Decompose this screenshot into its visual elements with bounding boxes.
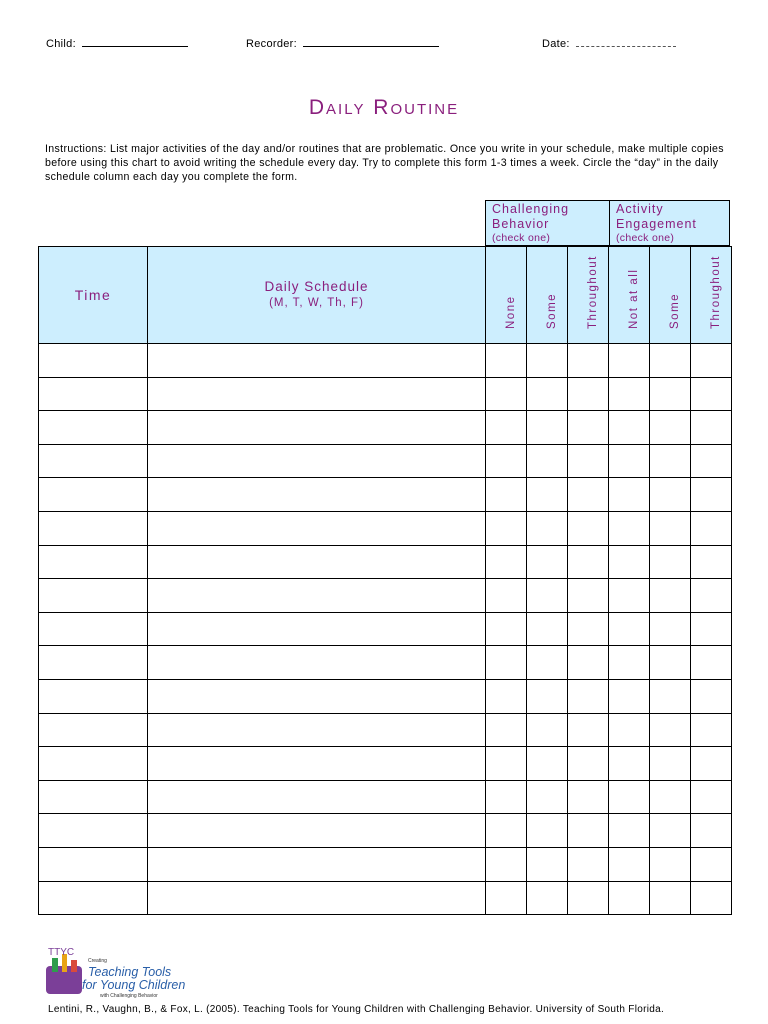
not-at-all-cell[interactable] — [609, 780, 650, 814]
none-cell[interactable] — [486, 545, 527, 579]
some-behavior-cell[interactable] — [527, 881, 568, 915]
some-behavior-cell[interactable] — [527, 411, 568, 445]
some-engagement-cell[interactable] — [650, 411, 691, 445]
some-behavior-cell[interactable] — [527, 747, 568, 781]
throughout-engagement-cell[interactable] — [691, 377, 732, 411]
col-some-behavior — [527, 247, 568, 344]
some-behavior-cell[interactable] — [527, 511, 568, 545]
not-at-all-cell[interactable] — [609, 747, 650, 781]
some-behavior-cell[interactable] — [527, 713, 568, 747]
some-behavior-cell[interactable] — [527, 646, 568, 680]
date-label: Date: — [542, 38, 570, 50]
time-cell[interactable] — [39, 713, 148, 747]
table-row — [39, 579, 732, 613]
ttyc-logo — [42, 944, 232, 1004]
time-cell[interactable] — [39, 545, 148, 579]
none-cell[interactable] — [486, 478, 527, 512]
not-at-all-cell[interactable] — [609, 646, 650, 680]
schedule-cell[interactable] — [148, 377, 486, 411]
table-row — [39, 679, 732, 713]
engagement-title-line1: Activity — [616, 202, 664, 216]
throughout-engagement-cell[interactable] — [691, 881, 732, 915]
none-cell[interactable] — [486, 511, 527, 545]
none-cell[interactable] — [486, 444, 527, 478]
some-engagement-cell[interactable] — [650, 478, 691, 512]
page-title: Daily Routine — [308, 96, 460, 119]
none-cell[interactable] — [486, 847, 527, 881]
throughout-behavior-cell[interactable] — [568, 579, 609, 613]
col-not-at-all-label: Not at all — [628, 268, 640, 329]
none-cell[interactable] — [486, 377, 527, 411]
not-at-all-cell[interactable] — [609, 579, 650, 613]
time-cell[interactable] — [39, 444, 148, 478]
schedule-cell[interactable] — [148, 478, 486, 512]
table-row — [39, 713, 732, 747]
schedule-cell[interactable] — [148, 646, 486, 680]
time-cell[interactable] — [39, 511, 148, 545]
throughout-engagement-cell[interactable] — [691, 847, 732, 881]
challenging-behavior-group-header — [485, 200, 610, 246]
logo-line1: Teaching Tools — [88, 965, 172, 979]
some-behavior-cell[interactable] — [527, 545, 568, 579]
citation-footer: Lentini, R., Vaughn, B., & Fox, L. (2005). Teaching Tools for Young Children with Challenging Behavior. University of South Florida. — [48, 1004, 665, 1015]
throughout-engagement-cell[interactable] — [691, 646, 732, 680]
throughout-engagement-cell[interactable] — [691, 478, 732, 512]
none-cell[interactable] — [486, 814, 527, 848]
throughout-behavior-cell[interactable] — [568, 511, 609, 545]
throughout-behavior-cell[interactable] — [568, 478, 609, 512]
date-input-line[interactable] — [576, 36, 676, 47]
some-engagement-cell[interactable] — [650, 679, 691, 713]
time-cell[interactable] — [39, 646, 148, 680]
schedule-cell[interactable] — [148, 444, 486, 478]
time-cell[interactable] — [39, 881, 148, 915]
throughout-engagement-cell[interactable] — [691, 814, 732, 848]
daily-routine-table — [38, 246, 732, 915]
none-cell[interactable] — [486, 780, 527, 814]
table-header-row — [39, 247, 732, 344]
table-body — [39, 344, 732, 915]
some-engagement-cell[interactable] — [650, 881, 691, 915]
recorder-field — [246, 36, 439, 50]
date-field — [542, 36, 676, 50]
col-some-engagement — [650, 247, 691, 344]
throughout-engagement-cell[interactable] — [691, 411, 732, 445]
throughout-behavior-cell[interactable] — [568, 747, 609, 781]
not-at-all-cell[interactable] — [609, 612, 650, 646]
col-some-engagement-label: Some — [669, 292, 681, 329]
not-at-all-cell[interactable] — [609, 377, 650, 411]
some-engagement-cell[interactable] — [650, 444, 691, 478]
col-throughout-engagement-label: Throughout — [710, 255, 722, 329]
col-throughout-behavior-label: Throughout — [587, 255, 599, 329]
some-behavior-cell[interactable] — [527, 579, 568, 613]
not-at-all-cell[interactable] — [609, 679, 650, 713]
time-cell[interactable] — [39, 411, 148, 445]
throughout-behavior-cell[interactable] — [568, 646, 609, 680]
table-row — [39, 780, 732, 814]
throughout-behavior-cell[interactable] — [568, 344, 609, 378]
some-engagement-cell[interactable] — [650, 747, 691, 781]
child-label: Child: — [46, 38, 76, 50]
col-throughout-engagement — [691, 247, 732, 344]
col-not-at-all — [609, 247, 650, 344]
activity-engagement-group-header — [609, 200, 730, 246]
throughout-behavior-cell[interactable] — [568, 612, 609, 646]
child-input-line[interactable] — [82, 36, 188, 47]
table-row — [39, 511, 732, 545]
throughout-behavior-cell[interactable] — [568, 444, 609, 478]
child-field — [46, 36, 188, 50]
none-cell[interactable] — [486, 612, 527, 646]
some-engagement-cell[interactable] — [650, 847, 691, 881]
instructions-text: Instructions: List major activities of the day and/or routines that are problematic. Once you write in your schedule, make multiple copies before using this chart to avoid writing the schedule every day. Try to complete this form 1-3 times a week. Circle the “day” in the daily schedule column each day you complete the form. — [45, 143, 724, 183]
logo-small-bottom: with Challenging Behavior — [100, 993, 158, 999]
some-behavior-cell[interactable] — [527, 612, 568, 646]
not-at-all-cell[interactable] — [609, 814, 650, 848]
recorder-label: Recorder: — [246, 38, 297, 50]
engagement-title-line2: Engagement — [616, 217, 697, 231]
some-behavior-cell[interactable] — [527, 444, 568, 478]
none-cell[interactable] — [486, 679, 527, 713]
throughout-behavior-cell[interactable] — [568, 377, 609, 411]
schedule-cell[interactable] — [148, 747, 486, 781]
throughout-behavior-cell[interactable] — [568, 679, 609, 713]
table-row — [39, 545, 732, 579]
schedule-cell[interactable] — [148, 612, 486, 646]
throughout-engagement-cell[interactable] — [691, 747, 732, 781]
none-cell[interactable] — [486, 747, 527, 781]
throughout-engagement-cell[interactable] — [691, 579, 732, 613]
table-row — [39, 646, 732, 680]
logo-small-top: Creating — [88, 958, 107, 964]
throughout-engagement-cell[interactable] — [691, 713, 732, 747]
some-engagement-cell[interactable] — [650, 780, 691, 814]
schedule-cell[interactable] — [148, 411, 486, 445]
throughout-behavior-cell[interactable] — [568, 780, 609, 814]
time-cell[interactable] — [39, 579, 148, 613]
schedule-cell[interactable] — [148, 713, 486, 747]
throughout-engagement-cell[interactable] — [691, 344, 732, 378]
table-row — [39, 747, 732, 781]
table-row — [39, 847, 732, 881]
logo-badge: TTYC — [48, 947, 75, 958]
throughout-engagement-cell[interactable] — [691, 612, 732, 646]
schedule-cell[interactable] — [148, 881, 486, 915]
table-row — [39, 344, 732, 378]
recorder-input-line[interactable] — [303, 36, 439, 47]
table-row — [39, 814, 732, 848]
not-at-all-cell[interactable] — [609, 411, 650, 445]
schedule-cell[interactable] — [148, 511, 486, 545]
schedule-cell[interactable] — [148, 780, 486, 814]
time-cell[interactable] — [39, 747, 148, 781]
some-behavior-cell[interactable] — [527, 478, 568, 512]
none-cell[interactable] — [486, 713, 527, 747]
throughout-behavior-cell[interactable] — [568, 545, 609, 579]
not-at-all-cell[interactable] — [609, 478, 650, 512]
some-behavior-cell[interactable] — [527, 377, 568, 411]
schedule-cell[interactable] — [148, 814, 486, 848]
schedule-header-days: (M, T, W, Th, F) — [269, 297, 364, 309]
some-engagement-cell[interactable] — [650, 377, 691, 411]
not-at-all-cell[interactable] — [609, 511, 650, 545]
time-cell[interactable] — [39, 377, 148, 411]
col-none — [486, 247, 527, 344]
not-at-all-cell[interactable] — [609, 344, 650, 378]
some-behavior-cell[interactable] — [527, 847, 568, 881]
some-engagement-cell[interactable] — [650, 579, 691, 613]
throughout-behavior-cell[interactable] — [568, 411, 609, 445]
throughout-engagement-cell[interactable] — [691, 780, 732, 814]
some-behavior-cell[interactable] — [527, 679, 568, 713]
some-engagement-cell[interactable] — [650, 814, 691, 848]
not-at-all-cell[interactable] — [609, 713, 650, 747]
engagement-sub: (check one) — [616, 232, 675, 244]
some-engagement-cell[interactable] — [650, 511, 691, 545]
schedule-cell[interactable] — [148, 847, 486, 881]
throughout-behavior-cell[interactable] — [568, 814, 609, 848]
schedule-cell[interactable] — [148, 545, 486, 579]
table-row — [39, 377, 732, 411]
some-engagement-cell[interactable] — [650, 713, 691, 747]
throughout-behavior-cell[interactable] — [568, 881, 609, 915]
not-at-all-cell[interactable] — [609, 847, 650, 881]
table-row — [39, 612, 732, 646]
some-engagement-cell[interactable] — [650, 545, 691, 579]
challenging-sub: (check one) — [492, 232, 551, 244]
some-behavior-cell[interactable] — [527, 814, 568, 848]
col-some-behavior-label: Some — [546, 292, 558, 329]
time-cell[interactable] — [39, 478, 148, 512]
time-cell[interactable] — [39, 814, 148, 848]
not-at-all-cell[interactable] — [609, 545, 650, 579]
none-cell[interactable] — [486, 344, 527, 378]
some-engagement-cell[interactable] — [650, 344, 691, 378]
schedule-header-label: Daily Schedule — [264, 279, 369, 294]
time-cell[interactable] — [39, 679, 148, 713]
table-row — [39, 881, 732, 915]
table-row — [39, 411, 732, 445]
table-row — [39, 444, 732, 478]
throughout-engagement-cell[interactable] — [691, 444, 732, 478]
col-none-label: None — [505, 295, 517, 329]
challenging-title-line1: Challenging — [492, 202, 570, 216]
not-at-all-cell[interactable] — [609, 444, 650, 478]
some-engagement-cell[interactable] — [650, 612, 691, 646]
logo-line2: for Young Children — [82, 978, 186, 992]
table-row — [39, 478, 732, 512]
time-cell[interactable] — [39, 847, 148, 881]
throughout-behavior-cell[interactable] — [568, 847, 609, 881]
schedule-cell[interactable] — [148, 679, 486, 713]
some-behavior-cell[interactable] — [527, 344, 568, 378]
not-at-all-cell[interactable] — [609, 881, 650, 915]
some-engagement-cell[interactable] — [650, 646, 691, 680]
none-cell[interactable] — [486, 411, 527, 445]
schedule-column-header — [148, 247, 486, 344]
time-column-header: Time — [39, 247, 148, 344]
throughout-engagement-cell[interactable] — [691, 545, 732, 579]
throughout-engagement-cell[interactable] — [691, 679, 732, 713]
time-cell[interactable] — [39, 612, 148, 646]
schedule-cell[interactable] — [148, 344, 486, 378]
some-behavior-cell[interactable] — [527, 780, 568, 814]
none-cell[interactable] — [486, 881, 527, 915]
none-cell[interactable] — [486, 646, 527, 680]
time-cell[interactable] — [39, 344, 148, 378]
throughout-behavior-cell[interactable] — [568, 713, 609, 747]
throughout-engagement-cell[interactable] — [691, 511, 732, 545]
none-cell[interactable] — [486, 579, 527, 613]
col-throughout-behavior — [568, 247, 609, 344]
schedule-cell[interactable] — [148, 579, 486, 613]
time-cell[interactable] — [39, 780, 148, 814]
challenging-title-line2: Behavior — [492, 217, 550, 231]
